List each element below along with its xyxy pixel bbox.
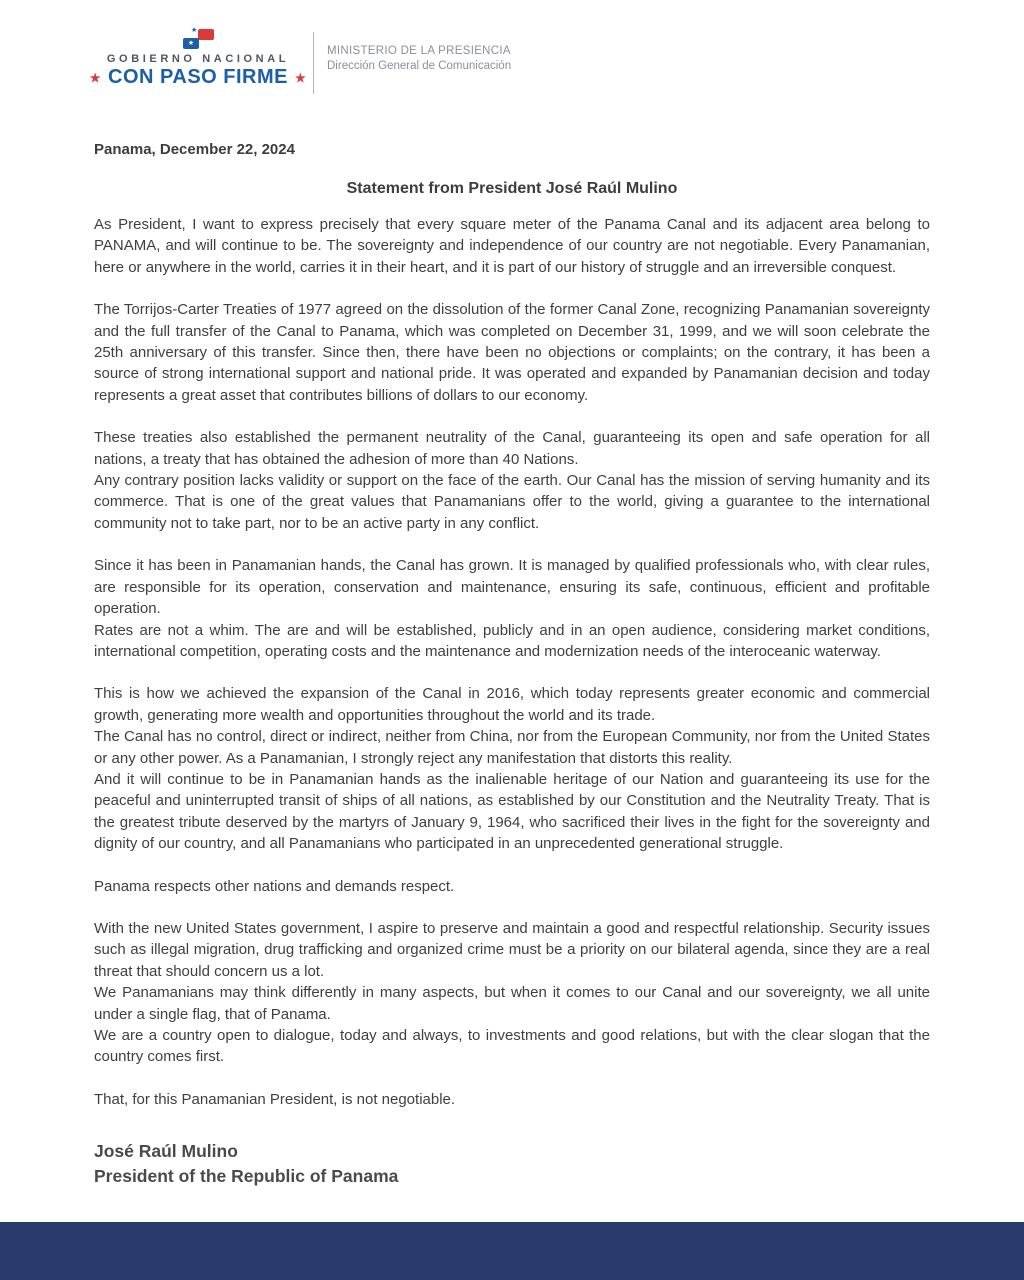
date-line: Panama, December 22, 2024 — [94, 141, 295, 158]
logo-top-line: GOBIERNO NACIONAL — [106, 53, 290, 65]
star-icon: ★ — [89, 70, 102, 85]
statement-body — [94, 214, 930, 1110]
paragraph-segment: The Canal has no control, direct or indirect, neither from China, nor from the European Community, nor from the United States or any other power. As a Panamanian, I strongly reject any manifestation that distorts this reality. — [94, 728, 930, 767]
logo-slogan: CON PASO FIRME — [108, 66, 288, 88]
paragraph — [94, 918, 930, 1068]
paragraph — [94, 1089, 930, 1110]
ministry-name: MINISTERIO DE LA PRESIENCIA — [327, 45, 511, 57]
mini-star-icon: ★ — [191, 27, 198, 34]
flag-red-square — [198, 29, 214, 40]
paragraph — [94, 876, 930, 897]
letterhead-divider — [313, 32, 314, 94]
footer-bar — [0, 1222, 1024, 1280]
paragraph-segment: With the new United States government, I aspire to preserve and maintain a good and respectful relationship. Security issues such as illegal migration, drug trafficking and organized crime must be a priority on our bilateral agenda, since they are a real threat that should concern us a lot. — [94, 919, 930, 980]
paragraph-segment: This is how we achieved the expansion of the Canal in 2016, which today represents greater economic and commercial growth, generating more wealth and opportunities throughout the world and its trade. — [94, 685, 930, 724]
ministry-block — [327, 28, 511, 72]
paragraph-segment: Since it has been in Panamanian hands, the Canal has grown. It is managed by qualified professionals who, with clear rules, are responsible for its operation, conservation and maintenance, ensuring its safe, continuous, efficient and profitable operation. — [94, 557, 930, 618]
paragraph-segment: Any contrary position lacks validity or support on the face of the earth. Our Canal has the mission of serving humanity and its commerce. That is one of the great values that Panamanians offer to the world, giving a guarantee to the international community not to take part, nor to be an active party in any conflict. — [94, 472, 930, 532]
paragraph — [94, 683, 930, 854]
paragraph-segment: We Panamanians may think differently in many aspects, but when it comes to our Canal and our sovereignty, we all unite under a single flag, that of Panama. — [94, 984, 930, 1023]
signature-title: President of the Republic of Panama — [94, 1166, 399, 1187]
flag-blue-square: ★ — [183, 38, 199, 49]
paragraph — [94, 555, 930, 662]
logo-bottom-line — [89, 66, 307, 89]
paragraph-segment: The Torrijos-Carter Treaties of 1977 agreed on the dissolution of the former Canal Zone, recognizing Panamanian sovereignty and the full transfer of the Canal to Panama, which was completed on December 31, 1999, and we will soon celebrate the 25th anniversary of this transfer. Since then, there have been no objections or complaints; on the contrary, it has been a source of strong international support and national pride. It was operated and expanded by Panamanian decision and today represents a great asset that contributes billions of dollars to our economy. — [94, 301, 930, 404]
paragraph-segment: Rates are not a whim. The are and will be established, publicly and in an open audience, considering market conditions, international competition, operating costs and the maintenance and modernization needs of the interoceanic waterway. — [94, 621, 930, 660]
panama-flag-icon — [181, 28, 215, 51]
paragraph — [94, 299, 930, 406]
paragraph-segment: And it will continue to be in Panamanian hands as the inalienable heritage of our Nation and guaranteeing its use for the peaceful and uninterrupted transit of ships of all nations, as established by our Constitution and the Neutrality Treaty. That is the greatest tribute deserved by the martyrs of January 9, 1964, who sacrificed their lives in the fight for the sovereignty and dignity of our country, and all Panamanians who participated in an unprecedented generational struggle. — [94, 770, 930, 853]
paragraph-segment: Panama respects other nations and demands respect. — [94, 877, 455, 895]
paragraph — [94, 427, 930, 534]
letterhead — [89, 27, 930, 94]
paragraph-segment: As President, I want to express precisely that every square meter of the Panama Canal and its adjacent area belong to PANAMA, and will continue to be. The sovereignty and independence of our country are not negotiable. Every Panamanian, here or anywhere in the world, carries it in their heart, and it is part of our history of struggle and an irreversible conquest. — [94, 216, 930, 276]
ministry-department: Dirección General de Comunicación — [327, 60, 512, 72]
star-icon: ★ — [294, 70, 307, 85]
signature-block — [94, 1139, 930, 1189]
paragraph-segment: We are a country open to dialogue, today and always, to investments and good relations, but with the clear slogan that the country comes first. — [94, 1027, 930, 1066]
paragraph — [94, 214, 930, 278]
paragraph-segment: These treaties also established the permanent neutrality of the Canal, guaranteeing its open and safe operation for all nations, a treaty that has obtained the adhesion of more than 40 Nations. — [94, 429, 930, 468]
signature-name: José Raúl Mulino — [94, 1141, 238, 1162]
government-logo — [89, 27, 307, 89]
paragraph-segment: That, for this Panamanian President, is not negotiable. — [94, 1090, 456, 1108]
statement-title: Statement from President José Raúl Mulino — [346, 180, 678, 197]
